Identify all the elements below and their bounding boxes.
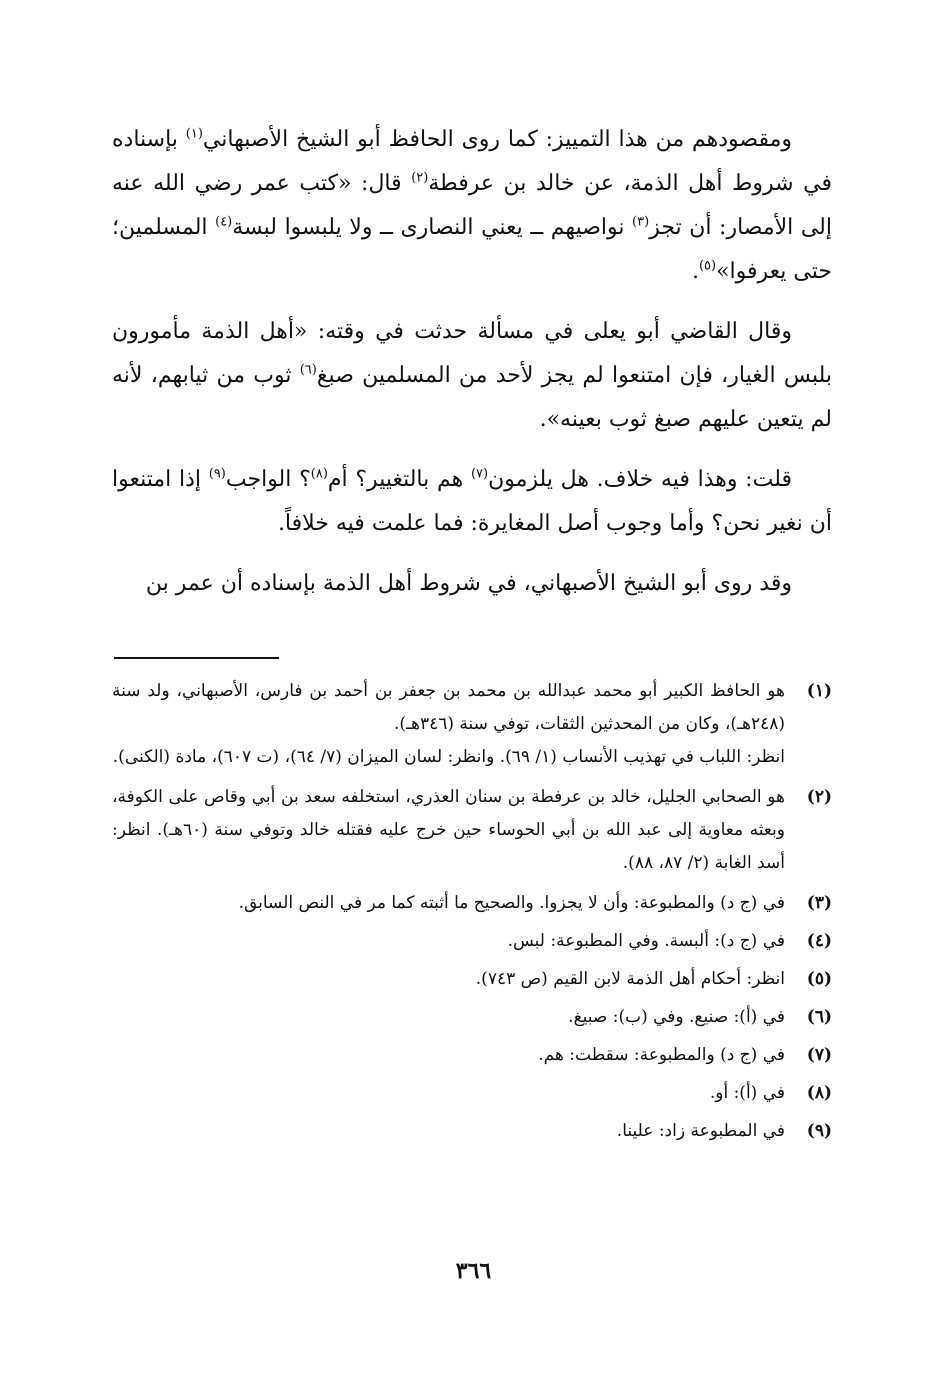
footnote-text: انظر: اللباب في تهذيب الأنساب (١/ ٦٩). وانظر: لسان الميزان (٧/ ٦٤)، (ت ٦٠٧)، مادة (الكنى).: [112, 747, 785, 767]
footnote-number: (٤): [806, 931, 832, 951]
footnote-text: في (ج د): ألبسة. وفي المطبوعة: لبس.: [507, 931, 785, 951]
text-run: إذا امتنعوا أن نغير نحن؟ وأما وجوب أصل المغايرة: فما علمت فيه خلافاً.: [112, 467, 832, 536]
footnote-ref-3[interactable]: (٣): [632, 214, 650, 230]
text-run: ثوب من ثيابهم، لأنه لم يتعين عليهم صبغ ثوب بعينه».: [112, 363, 832, 432]
text-run: المسلمين؛ حتى يعرفوا»: [112, 215, 832, 284]
footnote-9: [112, 1115, 832, 1148]
footnote-text: هو الحافظ الكبير أبو محمد عبدالله بن محمد بن جعفر بن أحمد بن فارس، الأصبهاني، ولد سنة (٢٤٨هـ)، وكان من المحدثين الثقات، توفي سنة (٣٤٦هـ).: [112, 681, 785, 734]
footnote-text: في (ج د) والمطبوعة: وأن لا يجزوا. والصحيح ما أثبته كما مر في النص السابق.: [238, 893, 785, 913]
footnote-number: (٨): [806, 1083, 832, 1103]
footnote-3: [112, 887, 832, 920]
text-run: هم بالتغيير؟ أم: [327, 467, 471, 492]
footnote-text: هو الصحابي الجليل، خالد بن عرفطة بن سنان العذري، استخلفه سعد بن أبي وقاص على الكوفة، وبعثه معاوية إلى عبد الله بن أبي الحوساء حين خرج عليه فقتله خالد وتوفي سنة (٦٠هـ). انظر: أسد الغابة (٢/ ٨٧، ٨٨).: [112, 787, 785, 873]
footnote-ref-1[interactable]: (١): [185, 126, 203, 142]
footnote-4: [112, 925, 832, 958]
footnote-number: (٧): [806, 1045, 832, 1065]
paragraph-4: وقد روى أبو الشيخ الأصبهاني، في شروط أهل الذمة بإسناده أن عمر بن: [145, 571, 792, 596]
footnote-ref-5[interactable]: (٥): [698, 258, 717, 274]
footnote-1: [112, 675, 832, 774]
footnote-2: [112, 781, 832, 880]
footnote-ref-2[interactable]: (٢): [411, 170, 429, 186]
footnote-number: (٣): [806, 893, 832, 913]
text-run: ؟ الواجب: [225, 467, 311, 492]
text-run: وقال القاضي أبو يعلى في مسألة حدثت في وقته: «أهل الذمة مأمورون بلبس الغيار، فإن امتنعوا لم يجز لأحد من المسلمين صبغ: [112, 319, 832, 388]
footnote-number: (٢): [806, 787, 832, 807]
footnote-text: انظر: أحكام أهل الذمة لابن القيم (ص ٧٤٣).: [475, 969, 785, 989]
text-run: نواصيهم ــ يعني النصارى ــ ولا يلبسوا لبسة: [232, 215, 633, 240]
footnote-text: في (ج د) والمطبوعة: سقطت: هم.: [538, 1045, 785, 1065]
text-run: ومقصودهم من هذا التمييز: كما روى الحافظ أبو الشيخ الأصبهاني: [202, 127, 792, 152]
footnote-separator: [114, 657, 279, 659]
main-text: [112, 118, 832, 629]
text-run: .: [691, 259, 699, 284]
footnote-ref-6[interactable]: (٦): [299, 362, 317, 378]
paragraph-2: [112, 310, 832, 442]
footnote-number: (٥): [806, 969, 832, 989]
footnote-text: في (أ): أو.: [709, 1083, 785, 1103]
text-run: قال: «كتب عمر رضي الله عنه إلى الأمصار: أن تجز: [112, 171, 832, 240]
footnotes: [112, 675, 832, 1153]
footnote-ref-4[interactable]: (٤): [215, 214, 233, 230]
paragraph-1: [112, 118, 832, 294]
footnote-text: في (أ): صنيع. وفي (ب): صبيغ.: [568, 1007, 785, 1027]
footnote-number: (٦): [806, 1007, 832, 1027]
text-run: بإسناده في شروط أهل الذمة، عن خالد بن عرفطة: [112, 127, 832, 196]
page-number: ٣٦٦: [455, 1258, 492, 1284]
footnote-6: [112, 1001, 832, 1034]
footnote-ref-9[interactable]: (٩): [208, 466, 226, 482]
footnote-7: [112, 1039, 832, 1072]
footnote-8: [112, 1077, 832, 1110]
footnote-text: في المطبوعة زاد: علينا.: [616, 1121, 785, 1141]
paragraph-3: [112, 458, 832, 546]
footnote-ref-8[interactable]: (٨): [310, 466, 328, 482]
footnote-5: [112, 963, 832, 996]
footnote-number: (١): [806, 681, 832, 701]
footnote-ref-7[interactable]: (٧): [470, 466, 489, 482]
text-run: قلت: وهذا فيه خلاف. هل يلزمون: [488, 467, 792, 492]
footnote-number: (٩): [806, 1121, 832, 1141]
